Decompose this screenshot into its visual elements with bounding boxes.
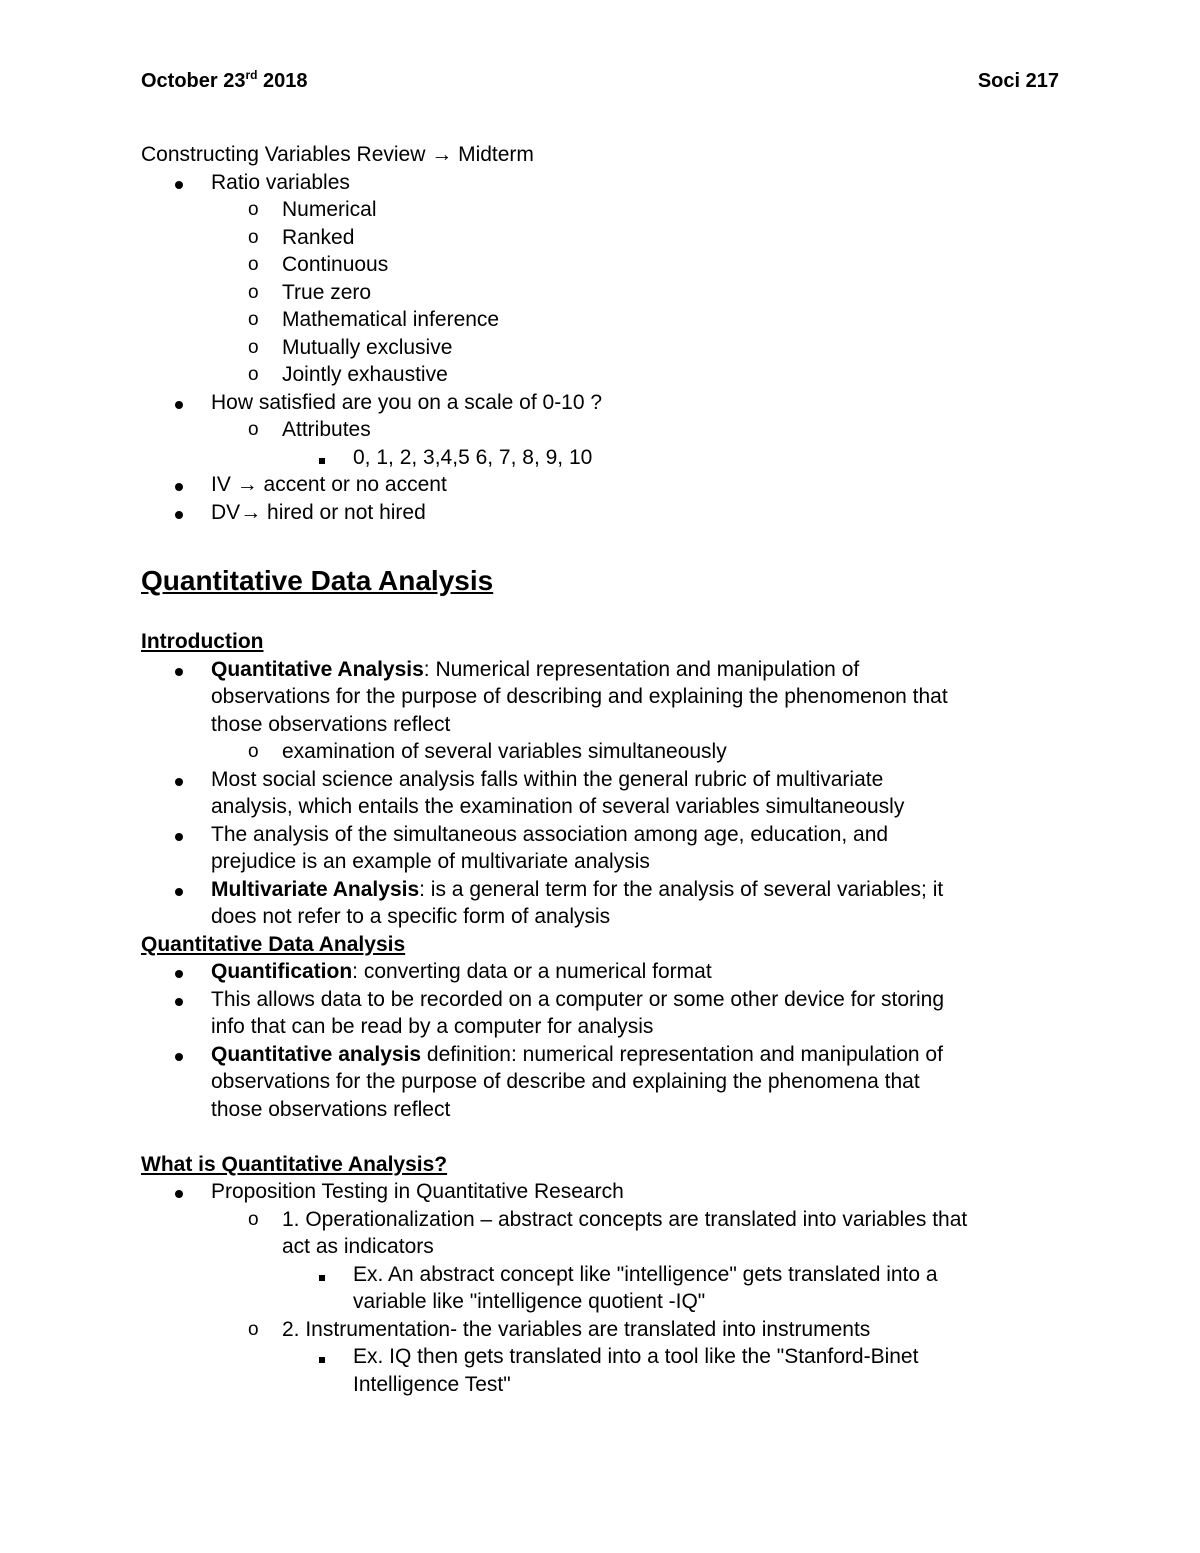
main-heading: Quantitative Data Analysis	[141, 565, 494, 596]
bullet-icon	[175, 1053, 183, 1061]
bullet-icon	[175, 181, 183, 189]
square-bullet-icon	[319, 458, 325, 464]
bullet-icon	[175, 401, 183, 409]
list-item: Multivariate Analysis: is a general term for the analysis of several variables; it	[141, 876, 1061, 904]
bullet-icon	[175, 833, 183, 841]
list-item-continuation: info that can be read by a computer for analysis	[211, 1015, 654, 1038]
list-item: Ex. An abstract concept like "intelligence" gets translated into a	[141, 1261, 1061, 1289]
list-item: o Mathematical inference	[248, 308, 500, 331]
list-item-continuation: those observations reflect	[211, 712, 451, 736]
list-item-continuation: does not refer to a specific form of analysis	[211, 905, 611, 928]
list-item: IV → accent or no accent	[141, 471, 1061, 499]
list-item: o Jointly exhaustive	[248, 363, 448, 386]
bullet-icon	[175, 668, 183, 676]
list-item: 0, 1, 2, 3,4,5 6, 7, 8, 9, 10	[141, 444, 1061, 472]
square-bullet-icon	[319, 1357, 325, 1363]
list-item-continuation: analysis, which entails the examination of several variables simultaneously	[211, 795, 905, 818]
bullet-icon	[175, 888, 183, 896]
list-item-continuation: act as indicators	[282, 1235, 434, 1258]
list-item-continuation: Intelligence Test"	[353, 1372, 511, 1396]
list-item: o Numerical	[248, 198, 377, 221]
page-header	[141, 70, 1059, 100]
list-item: o 2. Instrumentation- the variables are translated into instruments	[248, 1317, 871, 1341]
list-item-continuation: observations for the purpose of describing and explaining the phenomenon that	[211, 685, 948, 708]
bullet-icon	[175, 778, 183, 786]
list-item: Quantitative analysis definition: numerical representation and manipulation of	[141, 1041, 1061, 1069]
arrow-icon: →	[431, 143, 453, 166]
list-item: Ratio variables	[141, 169, 1061, 197]
section-heading-what: What is Quantitative Analysis?	[141, 1152, 448, 1176]
list-item: o Continuous	[248, 253, 389, 276]
list-item: o Mutually exclusive	[248, 335, 453, 359]
list-item: o True zero	[248, 280, 372, 304]
list-item: Quantification: converting data or a numerical format	[141, 958, 1061, 986]
list-item-continuation: prejudice is an example of multivariate analysis	[211, 850, 650, 873]
list-item: The analysis of the simultaneous association among age, education, and	[141, 821, 1061, 849]
list-item: o 1. Operationalization – abstract concepts are translated into variables that	[248, 1207, 968, 1231]
review-title: Constructing Variables Review → Midterm	[141, 143, 534, 166]
list-item-continuation: variable like "intelligence quotient -IQ"	[353, 1290, 706, 1313]
document-body	[141, 141, 1061, 1398]
list-item-continuation: observations for the purpose of describe and explaining the phenomena that	[211, 1070, 920, 1093]
list-item: How satisfied are you on a scale of 0-10 ?	[141, 389, 1061, 417]
list-item: o Attributes	[248, 418, 371, 441]
header-course: Soci 217	[977, 70, 1059, 92]
list-item: Quantitative Analysis: Numerical representation and manipulation of	[141, 656, 1061, 684]
list-item: o examination of several variables simultaneously	[248, 740, 727, 763]
list-item: Ex. IQ then gets translated into a tool like the "Stanford-Binet	[141, 1343, 1061, 1371]
bullet-icon	[175, 970, 183, 978]
list-item: Most social science analysis falls within the general rubric of multivariate	[141, 766, 1061, 794]
section-heading-introduction: Introduction	[141, 630, 264, 653]
list-item: DV→ hired or not hired	[141, 499, 1061, 527]
arrow-icon: →	[240, 500, 262, 524]
list-item: o Ranked	[248, 225, 355, 249]
arrow-icon: →	[236, 473, 258, 496]
list-item: This allows data to be recorded on a computer or some other device for storing	[141, 986, 1061, 1014]
list-item-continuation: those observations reflect	[211, 1097, 451, 1121]
bullet-icon	[175, 483, 183, 491]
bullet-icon	[175, 998, 183, 1006]
section-heading-qda: Quantitative Data Analysis	[141, 932, 406, 956]
list-item: Proposition Testing in Quantitative Research	[141, 1178, 1061, 1206]
bullet-icon	[175, 1190, 183, 1198]
bullet-icon	[175, 511, 183, 519]
header-date: October 23rd 2018	[141, 68, 308, 92]
square-bullet-icon	[319, 1275, 325, 1281]
